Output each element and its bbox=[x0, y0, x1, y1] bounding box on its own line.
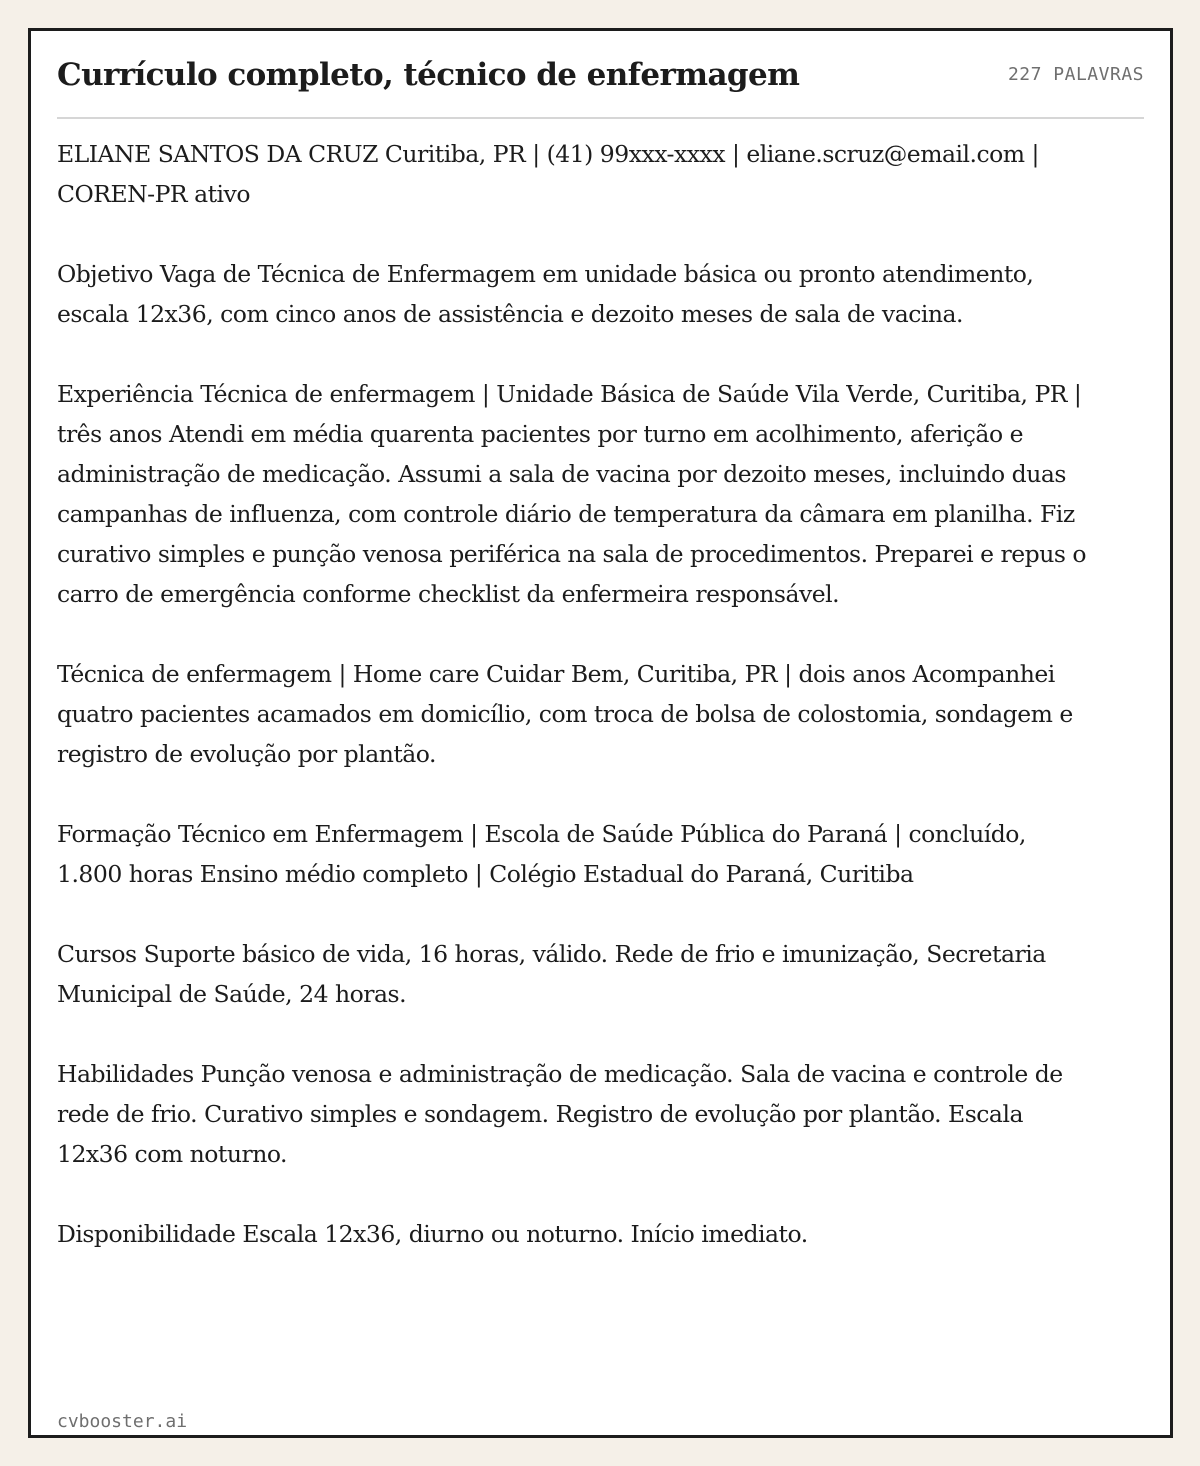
availability-section: Disponibilidade Escala 12x36, diurno ou noturno. Início imediato. bbox=[57, 1220, 808, 1248]
header-divider bbox=[57, 117, 1144, 119]
experience-section-primary: Experiência Técnica de enfermagem | Unidade Básica de Saúde Vila Verde, Curitiba, PR | três anos Atendi em média quarenta pacientes por turno em acolhimento, aferição e administração de medicação. Assumi a sala de vacina por dezoito meses, incluindo duas campanhas de influenza, com controle diário de temperatura da câmara em planilha. Fiz curativo simples e punção venosa periférica na sala de procedimentos. Preparei e repus o carro de emergência conforme checklist da enfermeira responsável. bbox=[57, 380, 1087, 608]
objective-section: Objetivo Vaga de Técnica de Enfermagem em unidade básica ou pronto atendimento, escala 12x36, com cinco anos de assistência e dezoito meses de sala de vacina. bbox=[57, 260, 1034, 328]
skills-section: Habilidades Punção venosa e administração de medicação. Sala de vacina e controle de rede de frio. Curativo simples e sondagem. Registro de evolução por plantão. Escala 12x36 com noturno. bbox=[57, 1060, 1063, 1168]
resume-card bbox=[28, 28, 1173, 1438]
page-title: Currículo completo, técnico de enfermagem bbox=[57, 57, 800, 93]
resume-body bbox=[57, 134, 1087, 1254]
word-count-badge: 227 PALAVRAS bbox=[1007, 64, 1144, 85]
education-section: Formação Técnico em Enfermagem | Escola de Saúde Pública do Paraná | concluído, 1.800 horas Ensino médio completo | Colégio Estadual do Paraná, Curitiba bbox=[57, 820, 1026, 888]
courses-section: Cursos Suporte básico de vida, 16 horas, válido. Rede de frio e imunização, Secretaria Municipal de Saúde, 24 horas. bbox=[57, 940, 1046, 1008]
experience-section-secondary: Técnica de enfermagem | Home care Cuidar Bem, Curitiba, PR | dois anos Acompanhei quatro pacientes acamados em domicílio, com troca de bolsa de colostomia, sondagem e registro de evolução por plantão. bbox=[57, 660, 1073, 768]
contact-section: ELIANE SANTOS DA CRUZ Curitiba, PR | (41) 99xxx-xxxx | eliane.scruz@email.com | COREN-PR ativo bbox=[57, 140, 1039, 208]
footer-brand: cvbooster.ai bbox=[57, 1411, 188, 1432]
